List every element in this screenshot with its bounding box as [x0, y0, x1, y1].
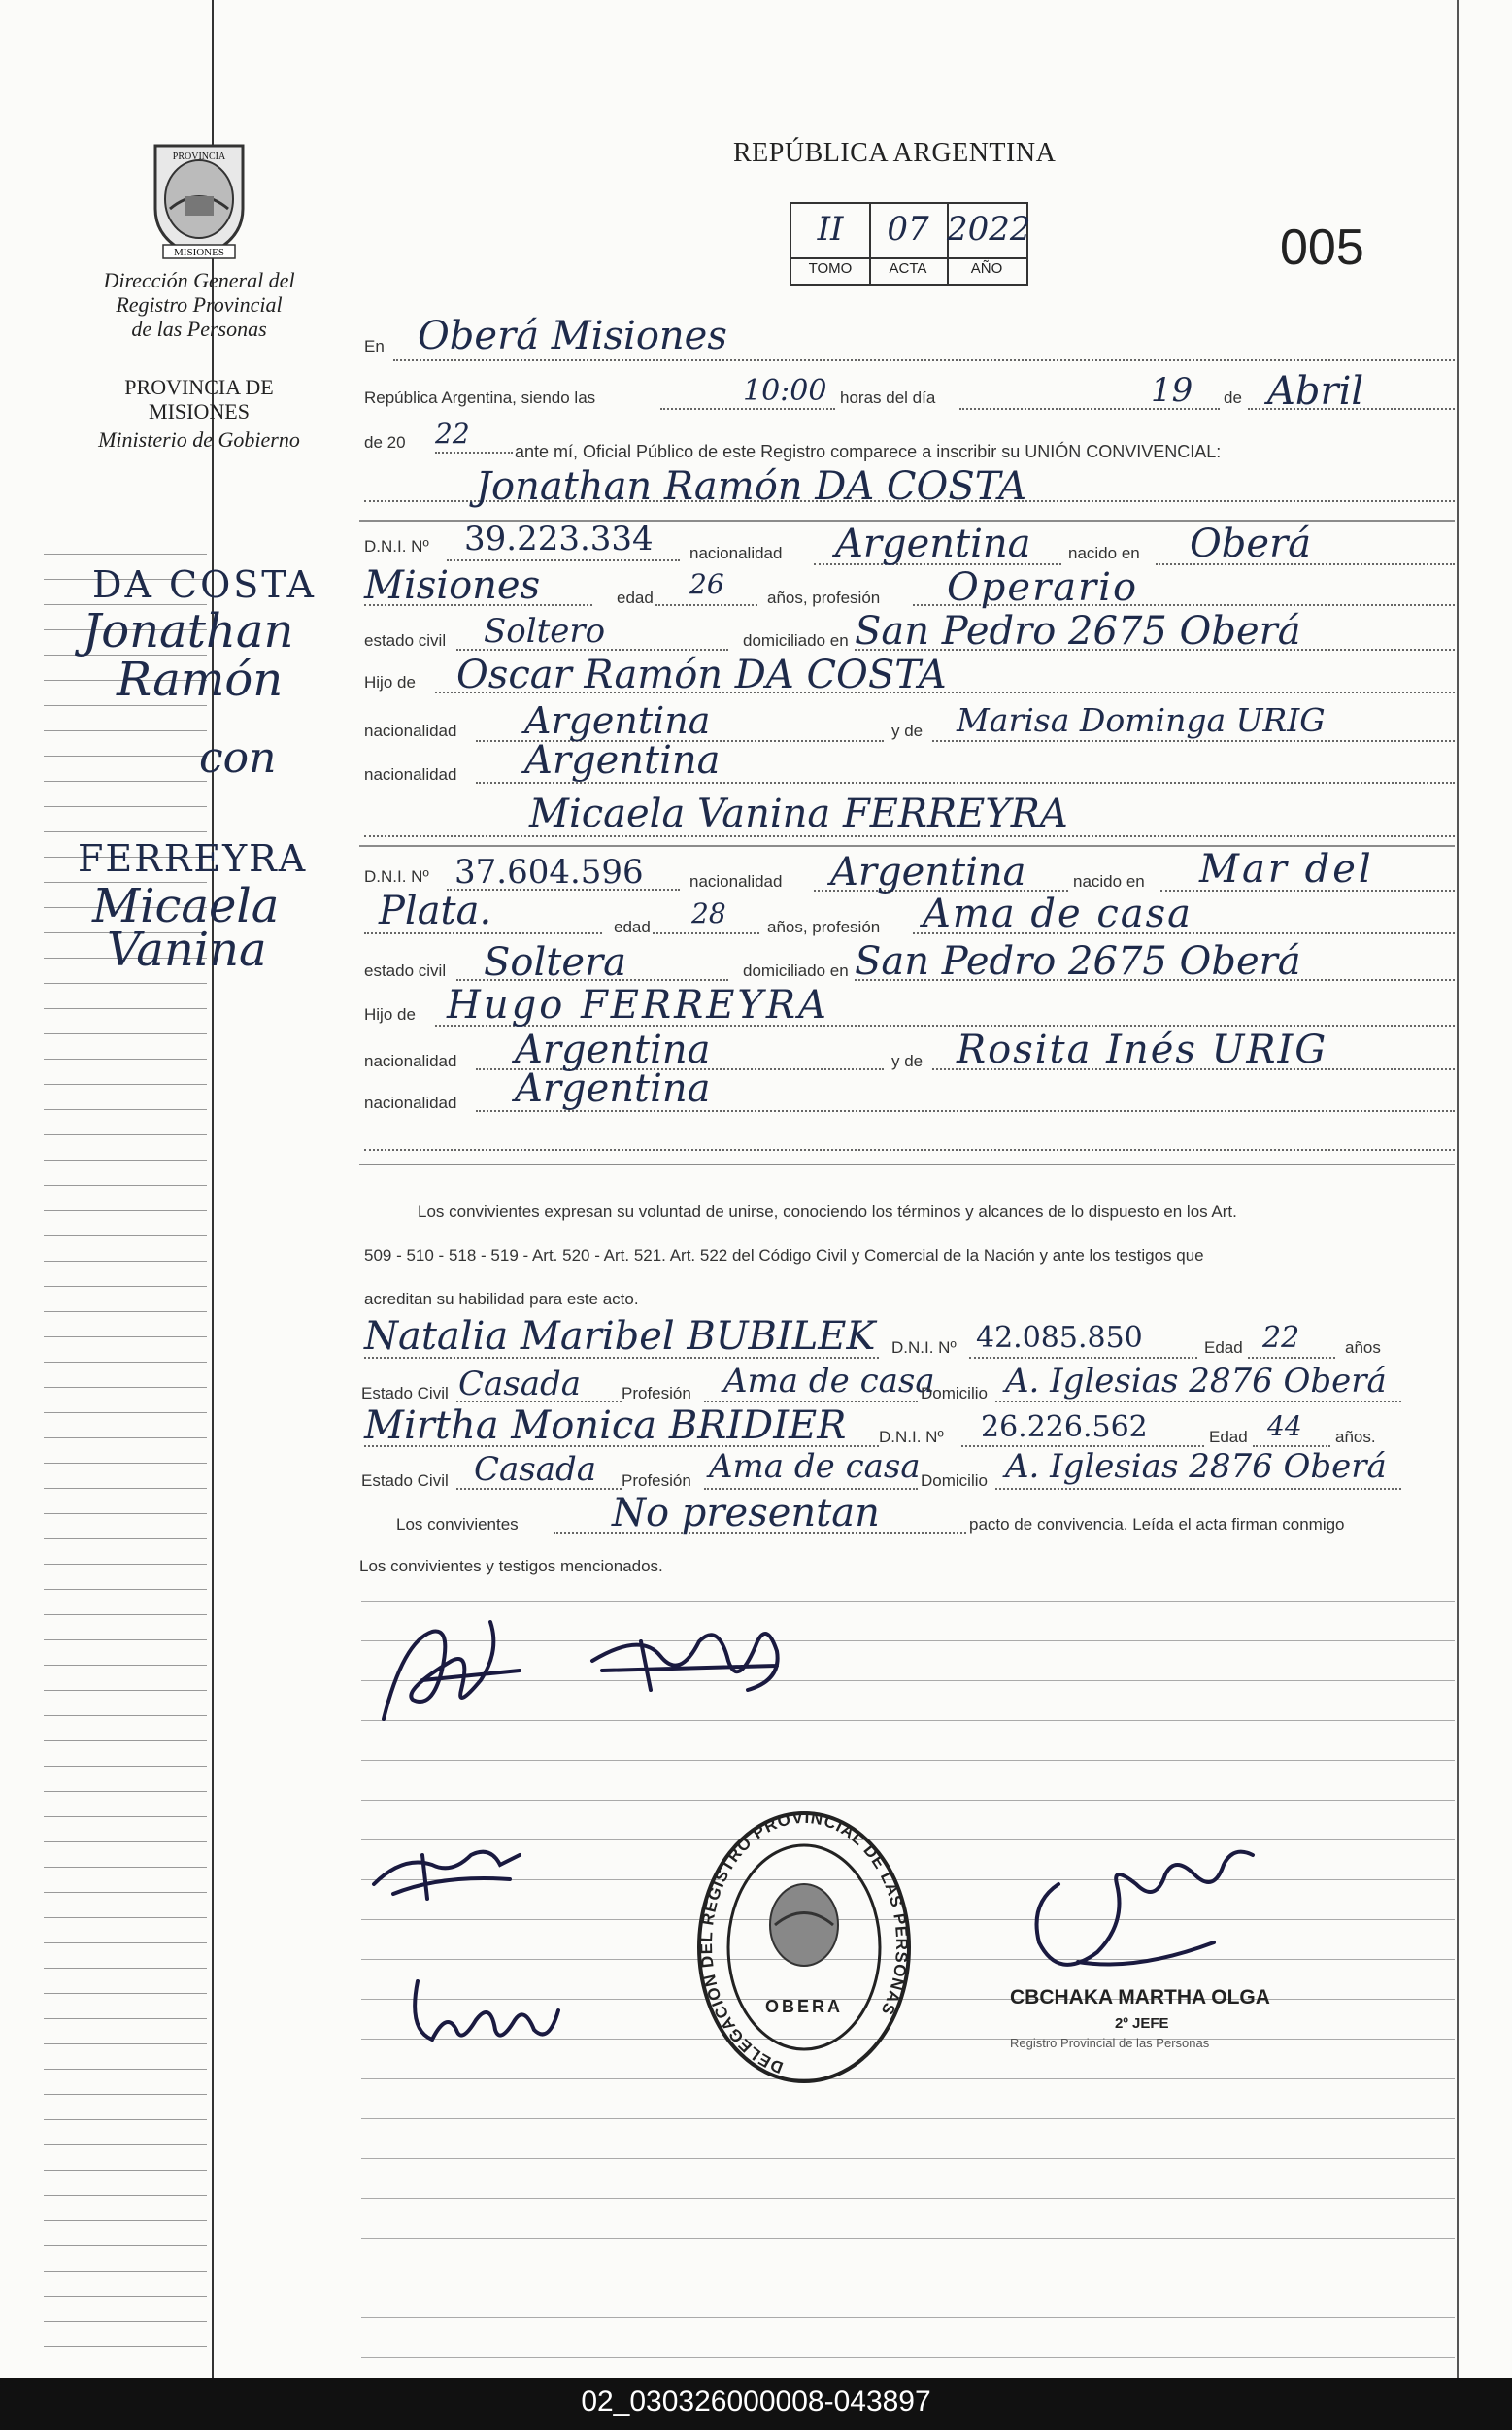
legal-line-2: 509 - 510 - 518 - 519 - Art. 520 - Art. 521. Art. 522 del Código Civil y Comercial de la Nación y ante los testigos que: [364, 1246, 1204, 1265]
witness2-profession: Ama de casa: [709, 1447, 921, 1486]
sidebar-rule-line: [44, 1437, 207, 1438]
sidebar-rule-line: [44, 1968, 207, 1969]
year-suffix-value: 22: [435, 418, 470, 450]
sidebar-rule-line: [44, 1463, 207, 1464]
sidebar-rule-line: [44, 1942, 207, 1943]
province-line-2: MISIONES: [149, 399, 250, 423]
sidebar-rule-line: [44, 1412, 207, 1413]
agency-line-3: de las Personas: [131, 317, 267, 341]
pact-suffix: pacto de convivencia. Leída el acta firman conmigo: [969, 1515, 1345, 1534]
sidebar-rule-line: [44, 2069, 207, 2070]
person1-nationality: Argentina: [835, 522, 1031, 566]
sidebar-rule-line: [44, 1235, 207, 1236]
person2-dni: 37.604.596: [454, 853, 644, 892]
person2-born: Mar del: [1199, 847, 1374, 892]
person1-mother-nat-label: nacionalidad: [364, 765, 457, 784]
signature-person2: [583, 1612, 796, 1724]
person2-civil: Soltera: [484, 940, 626, 985]
sidebar-rule-line: [44, 1816, 207, 1817]
person2-mother-nat: Argentina: [515, 1066, 711, 1111]
witness2-years: años.: [1335, 1428, 1376, 1446]
person1-and-of-label: y de: [891, 722, 924, 740]
person2-nationality: Argentina: [830, 850, 1026, 894]
sidebar-rule-line: [44, 2119, 207, 2120]
sidebar-rule-line: [44, 831, 207, 832]
person1-domicile: San Pedro 2675 Oberá: [855, 609, 1301, 654]
province-name: [39, 375, 359, 423]
margin-name-given-2b: Vanina: [107, 923, 267, 977]
margin-name-given-1b: Ramón: [117, 653, 284, 707]
sidebar-rule-line: [44, 1589, 207, 1590]
lower-rule-line: [361, 1800, 1455, 1801]
sidebar-rule-line: [44, 2321, 207, 2322]
sidebar-rule-line: [44, 1791, 207, 1792]
month-value: Abril: [1267, 369, 1364, 414]
intro-line3-rest: ante mí, Oficial Público de este Registro comparece a inscribir su UNIÓN CONVIVENCIAL:: [515, 442, 1222, 461]
seal-label-top: PROVINCIA: [172, 152, 226, 162]
right-edge-line: [1457, 0, 1459, 2378]
person2-mother: Rosita Inés URIG: [957, 1028, 1328, 1072]
lower-rule-line: [361, 2158, 1455, 2159]
signature-official: [1020, 1826, 1262, 1996]
signature-witness1: [364, 1836, 539, 1918]
sidebar-rule-line: [44, 2296, 207, 2297]
sidebar-rule-line: [44, 1261, 207, 1262]
person1-profession: Operario: [947, 565, 1139, 610]
witness1-prof-label: Profesión: [622, 1384, 691, 1402]
lower-rule-line: [361, 2198, 1455, 2199]
intro-line3-prefix: de 20: [364, 433, 406, 452]
person2-born-label: nacido en: [1073, 872, 1145, 891]
sidebar-rule-line: [44, 1740, 207, 1741]
sidebar-rule-line: [44, 2195, 207, 2196]
witness2-domicile: A. Iglesias 2876 Oberá: [1005, 1447, 1387, 1486]
person1-mother-nat: Argentina: [524, 738, 721, 783]
place-value: Oberá Misiones: [418, 314, 727, 358]
anio-label: AÑO: [970, 260, 1003, 277]
sidebar-rule-line: [44, 2220, 207, 2221]
sidebar-rule-line: [44, 806, 207, 807]
person1-prof-label: años, profesión: [767, 589, 881, 607]
person2-father-nat-label: nacionalidad: [364, 1052, 457, 1070]
person1-born: Oberá: [1190, 522, 1312, 566]
person2-profession: Ama de casa: [923, 892, 1193, 936]
sidebar-rule-line: [44, 1841, 207, 1842]
person2-age: 28: [691, 897, 726, 929]
sidebar-rule-line: [44, 1564, 207, 1565]
witness1-name: Natalia Maribel BUBILEK: [364, 1314, 876, 1359]
sidebar-rule-line: [44, 1993, 207, 1994]
province-seal: [146, 136, 252, 262]
anio-value: 2022: [947, 210, 1031, 249]
sidebar-rule-line: [44, 730, 207, 731]
signature-witness2: [403, 1962, 568, 2064]
sidebar-rule-line: [44, 1336, 207, 1337]
person2-mother-nat-label: nacionalidad: [364, 1094, 457, 1112]
sidebar-rule-line: [44, 2144, 207, 2145]
sidebar-rule-line: [44, 2043, 207, 2044]
person1-mother: Marisa Dominga URIG: [957, 701, 1326, 739]
lower-rule-line: [361, 1760, 1455, 1761]
agency-line-1: Dirección General del: [103, 268, 295, 292]
day-value: 19: [1151, 371, 1193, 410]
tomo-label: TOMO: [808, 260, 853, 277]
witness2-age-label: Edad: [1209, 1428, 1248, 1446]
margin-name-given-2: Micaela: [92, 879, 280, 933]
sidebar-rule-line: [44, 1134, 207, 1135]
sidebar-rule-line: [44, 1513, 207, 1514]
sidebar-rule-line: [44, 1387, 207, 1388]
lower-rule-line: [361, 2238, 1455, 2239]
person1-born-label: nacido en: [1068, 544, 1140, 562]
person1-name: Jonathan Ramón DA COSTA: [476, 464, 1027, 509]
sidebar-rule-line: [44, 983, 207, 984]
witness1-dni-label: D.N.I. Nº: [891, 1338, 957, 1357]
person2-child-of-label: Hijo de: [364, 1005, 416, 1024]
witness1-domicile: A. Iglesias 2876 Oberá: [1005, 1362, 1387, 1401]
pact-line-2: Los convivientes y testigos mencionados.: [359, 1557, 663, 1575]
legal-line-1: Los convivientes expresan su voluntad de unirse, conociendo los términos y alcances de lo dispuesto en los Art.: [418, 1202, 1237, 1221]
sidebar-rule-line: [44, 781, 207, 782]
official-stamp: [692, 1808, 916, 2095]
person2-born-cont: Plata.: [379, 889, 492, 933]
stamp-ring-text: DELEGACION DEL REGISTRO PROVINCIAL DE LAS PERSONAS: [696, 1808, 912, 2077]
person2-civil-label: estado civil: [364, 962, 447, 980]
lower-rule-line: [361, 2118, 1455, 2119]
acta-value: 07: [887, 210, 929, 249]
stamp-city: OBERA: [764, 1997, 844, 2016]
sidebar-rule-line: [44, 1008, 207, 1009]
sidebar-rule-line: [44, 1690, 207, 1691]
province-line-1: PROVINCIA DE: [124, 375, 274, 399]
sidebar-rule-line: [44, 1614, 207, 1615]
witness1-age-label: Edad: [1204, 1338, 1243, 1357]
sidebar-rule-line: [44, 1867, 207, 1868]
person2-name: Micaela Vanina FERREYRA: [529, 792, 1068, 836]
sidebar-rule-line: [44, 1059, 207, 1060]
person1-father-nat-label: nacionalidad: [364, 722, 457, 740]
person1-child-of-label: Hijo de: [364, 673, 416, 692]
witness1-dom-label: Domicilio: [921, 1384, 988, 1402]
acta-label: ACTA: [889, 260, 927, 277]
registry-box: [790, 202, 1031, 286]
signature-person1: [364, 1603, 558, 1743]
sidebar-rule-line: [44, 1917, 207, 1918]
witness2-civil-label: Estado Civil: [361, 1471, 449, 1490]
left-margin-line: [212, 0, 214, 2378]
person1-father-nat: Argentina: [524, 699, 711, 742]
witness2-dni-label: D.N.I. Nº: [879, 1428, 944, 1446]
person1-dni-label: D.N.I. Nº: [364, 537, 429, 556]
person2-domicile-label: domiciliado en: [743, 962, 849, 980]
witness1-years: años: [1345, 1338, 1381, 1357]
agency-line-2: Registro Provincial: [116, 292, 283, 317]
sidebar-rule-line: [44, 1766, 207, 1767]
country-heading: REPÚBLICA ARGENTINA: [733, 138, 1057, 168]
sidebar-rule-line: [44, 1033, 207, 1034]
lower-rule-line: [361, 2317, 1455, 2318]
pact-prefix: Los convivientes: [396, 1515, 519, 1534]
sidebar-rule-line: [44, 1160, 207, 1161]
legal-line-3: acreditan su habilidad para este acto.: [364, 1290, 639, 1308]
sidebar-rule-line: [44, 2271, 207, 2272]
witness2-dom-label: Domicilio: [921, 1471, 988, 1490]
sidebar-rule-line: [44, 2018, 207, 2019]
sidebar-rule-line: [44, 1892, 207, 1893]
person1-age-label: edad: [617, 589, 654, 607]
sidebar-rule-line: [44, 2170, 207, 2171]
witness1-civil: Casada: [458, 1365, 582, 1403]
person2-prof-label: años, profesión: [767, 918, 881, 936]
person2-age-label: edad: [614, 918, 651, 936]
witness2-name: Mirtha Monica BRIDIER: [364, 1403, 847, 1448]
official-title: 2º JEFE: [1115, 2015, 1169, 2032]
person1-born-cont: Misiones: [364, 563, 541, 608]
margin-name-connector: con: [199, 733, 277, 783]
sidebar-rule-line: [44, 1639, 207, 1640]
person1-domicile-label: domiciliado en: [743, 631, 849, 650]
witness1-profession: Ama de casa: [723, 1362, 935, 1401]
lower-rule-line: [361, 1601, 1455, 1602]
witness2-age: 44: [1267, 1410, 1302, 1442]
person2-father: Hugo FERREYRA: [447, 983, 829, 1028]
official-name: CBCHAKA MARTHA OLGA: [1010, 1986, 1270, 2008]
seal-label-bottom: MISIONES: [174, 247, 224, 258]
person2-father-nat: Argentina: [515, 1028, 711, 1072]
document-footer: [0, 2378, 1512, 2430]
person1-civil-label: estado civil: [364, 631, 447, 650]
sidebar-rule-line: [44, 554, 207, 555]
witness1-age: 22: [1262, 1321, 1300, 1355]
witness2-dni: 26.226.562: [981, 1410, 1148, 1444]
witness1-dni: 42.085.850: [976, 1321, 1143, 1355]
agency-name: [39, 268, 359, 341]
sidebar-rule-line: [44, 1286, 207, 1287]
witness1-civil-label: Estado Civil: [361, 1384, 449, 1402]
person2-domicile: San Pedro 2675 Oberá: [855, 939, 1301, 984]
sidebar-rule-line: [44, 2346, 207, 2347]
intro-line2-prefix: República Argentina, siendo las: [364, 388, 596, 407]
sidebar-rule-line: [44, 1488, 207, 1489]
person1-dni: 39.223.334: [464, 520, 654, 558]
sidebar-rule-line: [44, 2094, 207, 2095]
sidebar-rule-line: [44, 1210, 207, 1211]
sidebar-rule-line: [44, 2245, 207, 2246]
person1-father: Oscar Ramón DA COSTA: [456, 653, 947, 697]
en-label: En: [364, 337, 385, 355]
person1-nationality-label: nacionalidad: [689, 544, 783, 562]
official-office: Registro Provincial de las Personas: [1010, 2036, 1210, 2050]
margin-name-surname-2: FERREYRA: [78, 837, 308, 880]
sidebar-rule-line: [44, 756, 207, 757]
sidebar-rule-line: [44, 1185, 207, 1186]
sidebar-rule-line: [44, 1362, 207, 1363]
person2-and-of-label: y de: [891, 1052, 924, 1070]
person1-age: 26: [689, 568, 724, 600]
person2-nationality-label: nacionalidad: [689, 872, 783, 891]
sidebar-rule-line: [44, 1665, 207, 1666]
page-number: 005: [1280, 219, 1364, 276]
tomo-value: II: [817, 210, 844, 249]
lower-rule-line: [361, 2357, 1455, 2358]
sidebar-rule-line: [44, 1311, 207, 1312]
sidebar-rule-line: [44, 1084, 207, 1085]
margin-name-given-1: Jonathan: [83, 604, 294, 658]
witness2-civil: Casada: [474, 1450, 597, 1489]
ministry-name: Ministerio de Gobierno: [98, 427, 300, 452]
sidebar-rule-line: [44, 1538, 207, 1539]
time-value: 10:00: [743, 374, 827, 408]
person2-dni-label: D.N.I. Nº: [364, 867, 429, 886]
margin-name-surname-1: DA COSTA: [92, 563, 317, 606]
pact-value: No presentan: [612, 1491, 880, 1536]
intro-line2-mid: horas del día: [840, 388, 936, 407]
person1-civil: Soltero: [484, 612, 606, 651]
sidebar-rule-line: [44, 1715, 207, 1716]
document-code: 02_030326000008-043897: [581, 2385, 931, 2417]
intro-line2-de: de: [1224, 388, 1242, 407]
witness2-prof-label: Profesión: [622, 1471, 691, 1490]
sidebar-rule-line: [44, 1109, 207, 1110]
